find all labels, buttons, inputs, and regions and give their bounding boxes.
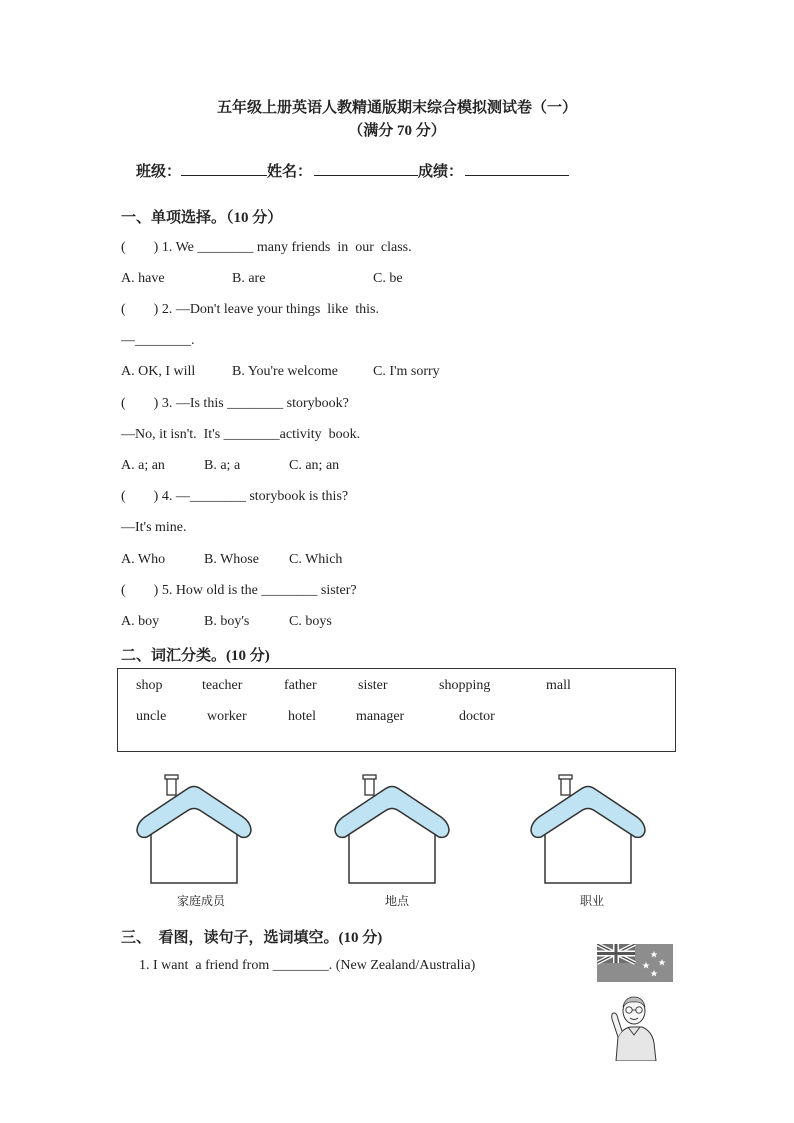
question-1: ( ) 1. We ________ many friends in our class. <box>121 240 412 255</box>
score-blank[interactable] <box>465 161 569 176</box>
word-worker[interactable]: worker <box>207 709 247 724</box>
word-hotel[interactable]: hotel <box>288 709 316 724</box>
word-bank-box <box>117 668 676 752</box>
name-blank[interactable] <box>314 161 418 176</box>
q4-option-a[interactable]: A. Who <box>121 552 166 567</box>
q2-option-a[interactable]: A. OK, I will <box>121 364 196 379</box>
word-mall[interactable]: mall <box>546 678 571 693</box>
section2-heading: 二、词汇分类。(10 分) <box>121 648 270 664</box>
section3-question-1: 1. I want a friend from ________. (New Zealand/Australia) <box>139 958 476 973</box>
question-3: ( ) 3. —Is this ________ storybook? <box>121 396 349 411</box>
q1-option-c[interactable]: C. be <box>373 271 403 286</box>
house-places[interactable] <box>327 773 457 888</box>
house-label-occupations: 职业 <box>579 894 604 908</box>
question-2-reply: —________. <box>121 333 195 348</box>
house-label-family: 家庭成员 <box>176 894 225 908</box>
student-info-row <box>136 160 569 181</box>
q3-option-c[interactable]: C. an; an <box>289 458 340 473</box>
new-zealand-flag-icon <box>597 944 673 982</box>
q5-option-a[interactable]: A. boy <box>121 614 160 629</box>
q4-option-c[interactable]: C. Which <box>289 552 343 567</box>
name-label: 姓名： <box>267 164 313 180</box>
q2-option-b[interactable]: B. You're welcome <box>232 364 338 379</box>
word-father[interactable]: father <box>284 678 317 693</box>
question-2: ( ) 2. —Don't leave your things like this. <box>121 302 379 317</box>
q1-option-b[interactable]: B. are <box>232 271 266 286</box>
q1-option-a[interactable]: A. have <box>121 271 165 286</box>
word-shopping[interactable]: shopping <box>439 678 491 693</box>
q4-option-b[interactable]: B. Whose <box>204 552 259 567</box>
page-subtitle: （满分 70 分） <box>348 123 446 139</box>
section3-heading: 三、 看图，读句子，选词填空。(10 分) <box>121 930 383 946</box>
q5-option-b[interactable]: B. boy's <box>204 614 250 629</box>
house-occupations[interactable] <box>523 773 653 888</box>
house-label-places: 地点 <box>384 894 409 908</box>
word-teacher[interactable]: teacher <box>202 678 243 693</box>
question-5: ( ) 5. How old is the ________ sister? <box>121 583 357 598</box>
question-3-reply: —No, it isn't. It's ________activity book. <box>121 427 361 442</box>
q2-option-c[interactable]: C. I'm sorry <box>373 364 440 379</box>
word-manager[interactable]: manager <box>356 709 405 724</box>
waving-man-icon <box>608 993 660 1061</box>
class-blank[interactable] <box>181 161 267 176</box>
page-title: 五年级上册英语人教精通版期末综合模拟测试卷（一） <box>216 100 577 116</box>
section1-heading: 一、单项选择。（10 分） <box>121 210 283 226</box>
word-sister[interactable]: sister <box>358 678 388 693</box>
question-4: ( ) 4. —________ storybook is this? <box>121 489 349 504</box>
class-label: 班级： <box>136 164 182 180</box>
q3-option-a[interactable]: A. a; an <box>121 458 165 473</box>
word-doctor[interactable]: doctor <box>459 709 495 724</box>
house-family-members[interactable] <box>129 773 259 888</box>
q3-option-b[interactable]: B. a; a <box>204 458 241 473</box>
question-4-reply: —It's mine. <box>121 520 187 535</box>
word-uncle[interactable]: uncle <box>136 709 167 724</box>
q5-option-c[interactable]: C. boys <box>289 614 332 629</box>
score-label: 成绩： <box>418 164 464 180</box>
word-shop[interactable]: shop <box>136 678 163 693</box>
